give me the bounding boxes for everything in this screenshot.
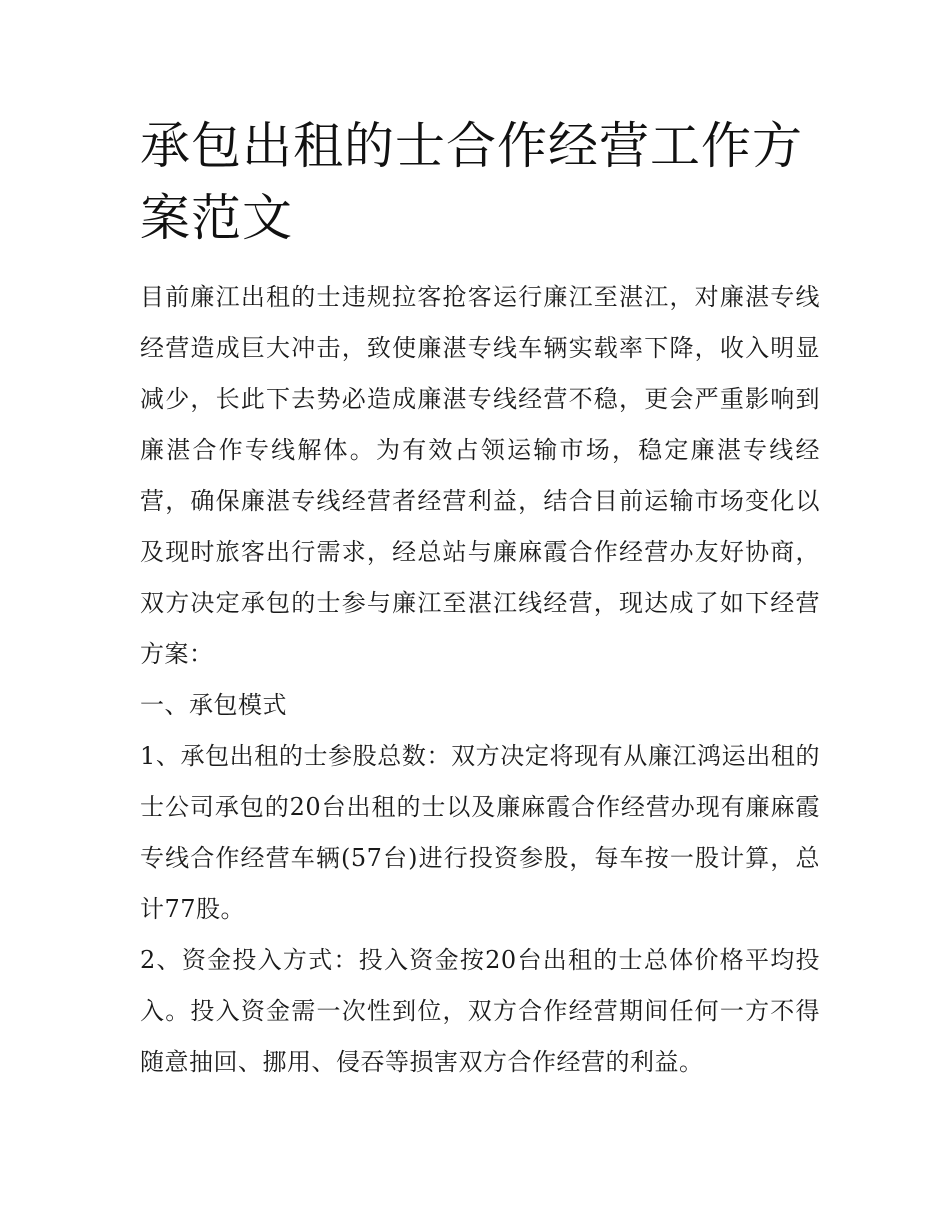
document-body — [140, 272, 820, 1088]
document-page — [140, 110, 820, 1088]
paragraph-item-2: 2、资金投入方式：投入资金按20台出租的士总体价格平均投入。投入资金需一次性到位，双方合作经营期间任何一方不得随意抽回、挪用、侵吞等损害双方合作经营的利益。 — [140, 946, 820, 1076]
section-heading-contract-mode: 一、承包模式 — [140, 691, 287, 719]
document-title: 承包出租的士合作经营工作方案范文 — [140, 117, 803, 247]
paragraph-item-1: 1、承包出租的士参股总数：双方决定将现有从廉江鸿运出租的士公司承包的20台出租的士以及廉麻霞合作经营办现有廉麻霞专线合作经营车辆(57台)进行投资参股，每车按一股计算，总计77股。 — [140, 742, 820, 923]
paragraph-intro: 目前廉江出租的士违规拉客抢客运行廉江至湛江，对廉湛专线经营造成巨大冲击，致使廉湛专线车辆实载率下降，收入明显减少，长此下去势必造成廉湛专线经营不稳，更会严重影响到廉湛合作专线解体。为有效占领运输市场，稳定廉湛专线经营，确保廉湛专线经营者经营利益，结合目前运输市场变化以及现时旅客出行需求，经总站与廉麻霞合作经营办友好协商，双方决定承包的士参与廉江至湛江线经营，现达成了如下经营方案： — [140, 283, 820, 668]
